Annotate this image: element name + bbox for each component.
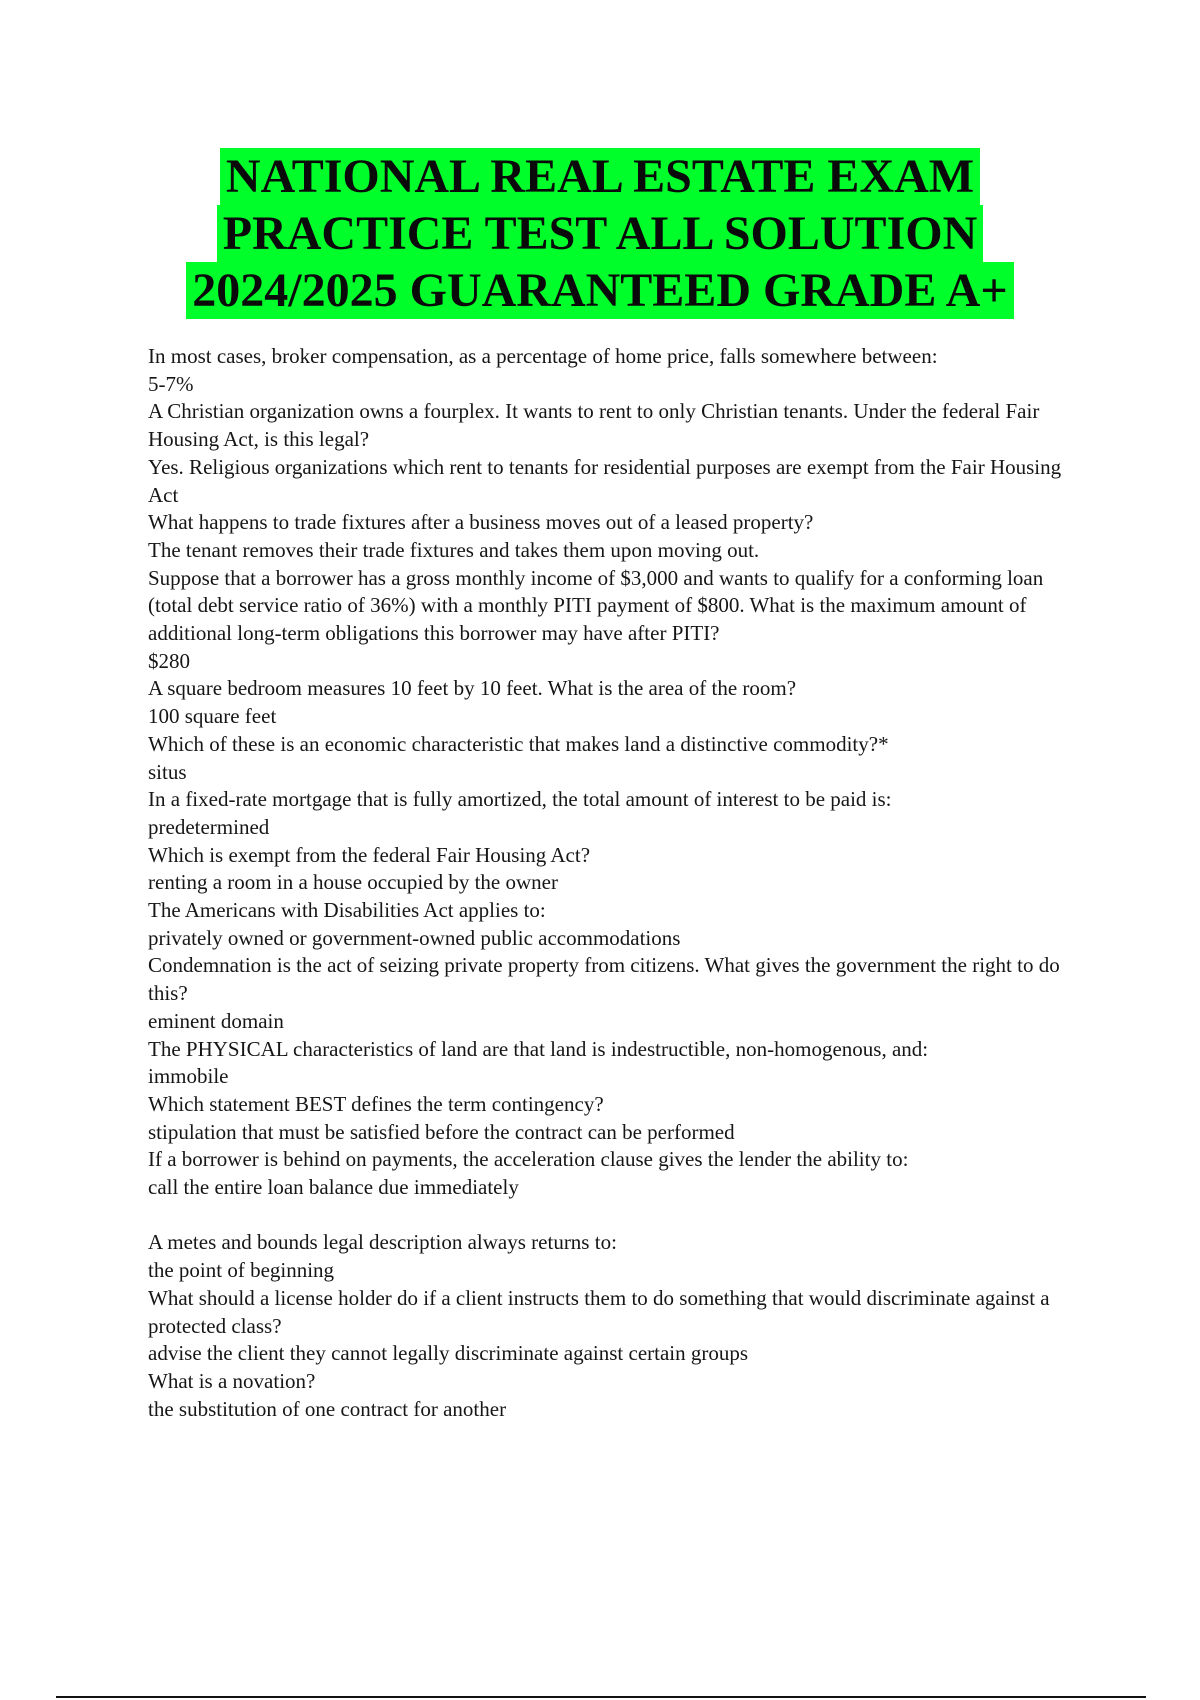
qa-item [148, 675, 1088, 730]
title-line-2: PRACTICE TEST ALL SOLUTION [217, 205, 984, 262]
question-text: What is a novation? [148, 1369, 316, 1393]
answer-text: 5-7% [148, 371, 194, 396]
bottom-rule [56, 1696, 1146, 1698]
title-line-3: 2024/2025 GUARANTEED GRADE A+ [186, 262, 1013, 319]
answer-text: call the entire loan balance due immediately [148, 1175, 519, 1200]
qa-item [148, 842, 1088, 897]
answer-text: the point of beginning [148, 1258, 335, 1283]
answer-text: stipulation that must be satisfied before the contract can be performed [148, 1119, 735, 1144]
question-text: What happens to trade fixtures after a business moves out of a leased property? [148, 510, 814, 535]
qa-list [148, 343, 1088, 1423]
question-text: The PHYSICAL characteristics of land are that land is indestructible, non-homogenous, and: [148, 1036, 929, 1061]
qa-item [148, 509, 1088, 564]
qa-item [148, 398, 1088, 509]
answer-text: The tenant removes their trade fixtures and takes them upon moving out. [148, 537, 760, 562]
question-text: A Christian organization owns a fourplex. It wants to rent to only Christian tenants. Under the federal Fair Housing Act, is this legal? [148, 399, 1040, 452]
answer-text: privately owned or government-owned public accommodations [148, 925, 681, 950]
answer-text: the substitution of one contract for another [148, 1396, 507, 1421]
question-text: What should a license holder do if a client instructs them to do something that would discriminate against a protected class? [148, 1285, 1050, 1338]
question-text: In most cases, broker compensation, as a percentage of home price, falls somewhere between: [148, 344, 938, 368]
document-title [0, 148, 1200, 319]
question-text: Condemnation is the act of seizing private property from citizens. What gives the government the right to do this? [148, 953, 1060, 1006]
qa-item [148, 1229, 1088, 1284]
qa-item [148, 1368, 1088, 1423]
answer-text: 100 square feet [148, 704, 277, 729]
question-text: Which of these is an economic characteristic that makes land a distinctive commodity?* [148, 731, 889, 756]
question-text: Which is exempt from the federal Fair Housing Act? [148, 842, 591, 867]
qa-item [148, 1091, 1088, 1146]
question-text: A square bedroom measures 10 feet by 10 feet. What is the area of the room? [148, 676, 797, 701]
answer-text: situs [148, 759, 187, 784]
title-line-1: NATIONAL REAL ESTATE EXAM [220, 148, 980, 205]
answer-text: immobile [148, 1064, 229, 1089]
qa-content [148, 343, 1088, 1423]
question-text: Which statement BEST defines the term contingency? [148, 1091, 604, 1116]
question-text: The Americans with Disabilities Act applies to: [148, 898, 546, 923]
qa-item [148, 1036, 1088, 1091]
qa-item [148, 952, 1088, 1035]
question-text: A metes and bounds legal description always returns to: [148, 1230, 617, 1255]
question-text: Suppose that a borrower has a gross monthly income of $3,000 and wants to qualify for a conforming loan (total debt service ratio of 36%) with a monthly PITI payment of $800. What is the maximum amount of additional long-term obligations this borrower may have after PITI? [148, 565, 1044, 646]
answer-text: renting a room in a house occupied by the owner [148, 870, 558, 895]
question-text: If a borrower is behind on payments, the acceleration clause gives the lender the ability to: [148, 1147, 909, 1172]
qa-item [148, 565, 1088, 676]
qa-item [148, 897, 1088, 952]
qa-item [148, 1285, 1088, 1368]
answer-text: advise the client they cannot legally discriminate against certain groups [148, 1341, 749, 1366]
qa-item [148, 786, 1088, 841]
blank-line [148, 1202, 1088, 1230]
answer-text: predetermined [148, 814, 270, 839]
answer-text: eminent domain [148, 1008, 284, 1033]
qa-item [148, 731, 1088, 786]
answer-text: Yes. Religious organizations which rent to tenants for residential purposes are exempt from the Fair Housing Act [148, 454, 1062, 507]
qa-item [148, 1146, 1088, 1201]
question-text: In a fixed-rate mortgage that is fully amortized, the total amount of interest to be paid is: [148, 787, 892, 812]
qa-item [148, 343, 1088, 398]
answer-text: $280 [148, 648, 190, 673]
